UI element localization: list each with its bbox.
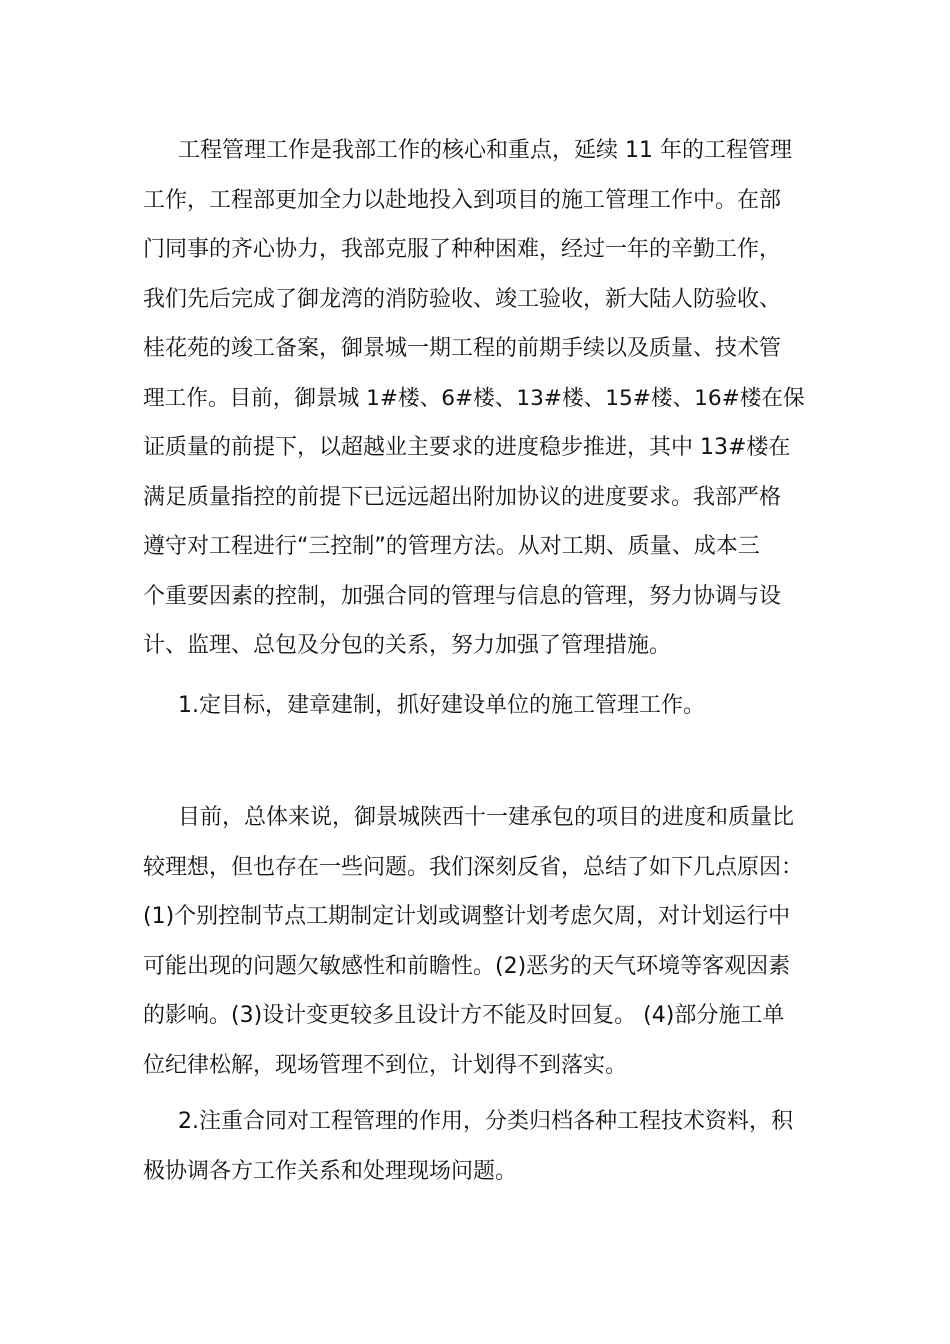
- text-line: (1)个别控制节点工期制定计划或调整计划考虑欠周，对计划运行中: [143, 904, 791, 929]
- text-line: 的影响。(3)设计变更较多且设计方不能及时回复。 (4)部分施工单: [143, 1003, 785, 1028]
- text-line: 我们先后完成了御龙湾的消防验收、竣工验收，新大陆人防验收、: [143, 286, 782, 312]
- text-line: 门同事的齐心协力，我部克服了种种困难，经过一年的辛勤工作，: [143, 237, 782, 262]
- text-line: 工作，工程部更加全力以赴地投入到项目的施工管理工作中。在部: [143, 187, 782, 213]
- text-line: 满足质量指控的前提下已远远超出附加协议的进度要求。我部严格: [143, 484, 782, 510]
- text-line: 可能出现的问题欠敏感性和前瞻性。(2)恶劣的天气环境等客观因素: [143, 953, 791, 979]
- text-line: 位纪律松解，现场管理不到位，计划得不到落实。: [143, 1052, 628, 1078]
- paragraph-problem-analysis: [143, 793, 805, 1090]
- text-line: 目前，总体来说，御景城陕西十一建承包的项目的进度和质量比: [178, 805, 795, 830]
- section-heading-2: [143, 1097, 805, 1196]
- text-line: 2.注重合同对工程管理的作用，分类归档各种工程技术资料，积: [178, 1109, 793, 1134]
- text-line: 计、监理、总包及分包的关系，努力加强了管理措施。: [143, 633, 672, 658]
- section-heading-1: [143, 681, 805, 731]
- text-line: 极协调各方工作关系和处理现场问题。: [143, 1158, 518, 1184]
- paragraph-project-management-summary: [143, 126, 805, 671]
- text-line: 遵守对工程进行“三控制”的管理方法。从对工期、质量、成本三: [143, 534, 760, 559]
- text-line: 工程管理工作是我部工作的核心和重点，延续 11 年的工程管理: [178, 138, 792, 163]
- text-line: 理工作。目前，御景城 1#楼、6#楼、13#楼、15#楼、16#楼在保: [143, 385, 805, 411]
- text-line: 证质量的前提下，以超越业主要求的进度稳步推进，其中 13#楼在: [143, 435, 791, 460]
- text-line: 较理想，但也存在一些问题。我们深刻反省，总结了如下几点原因：: [143, 854, 804, 880]
- text-line: 桂花苑的竣工备案，御景城一期工程的前期手续以及质量、技术管: [143, 336, 782, 361]
- text-line: 个重要因素的控制，加强合同的管理与信息的管理，努力协调与设: [143, 583, 782, 609]
- text-line: 1.定目标，建章建制，抓好建设单位的施工管理工作。: [178, 693, 705, 718]
